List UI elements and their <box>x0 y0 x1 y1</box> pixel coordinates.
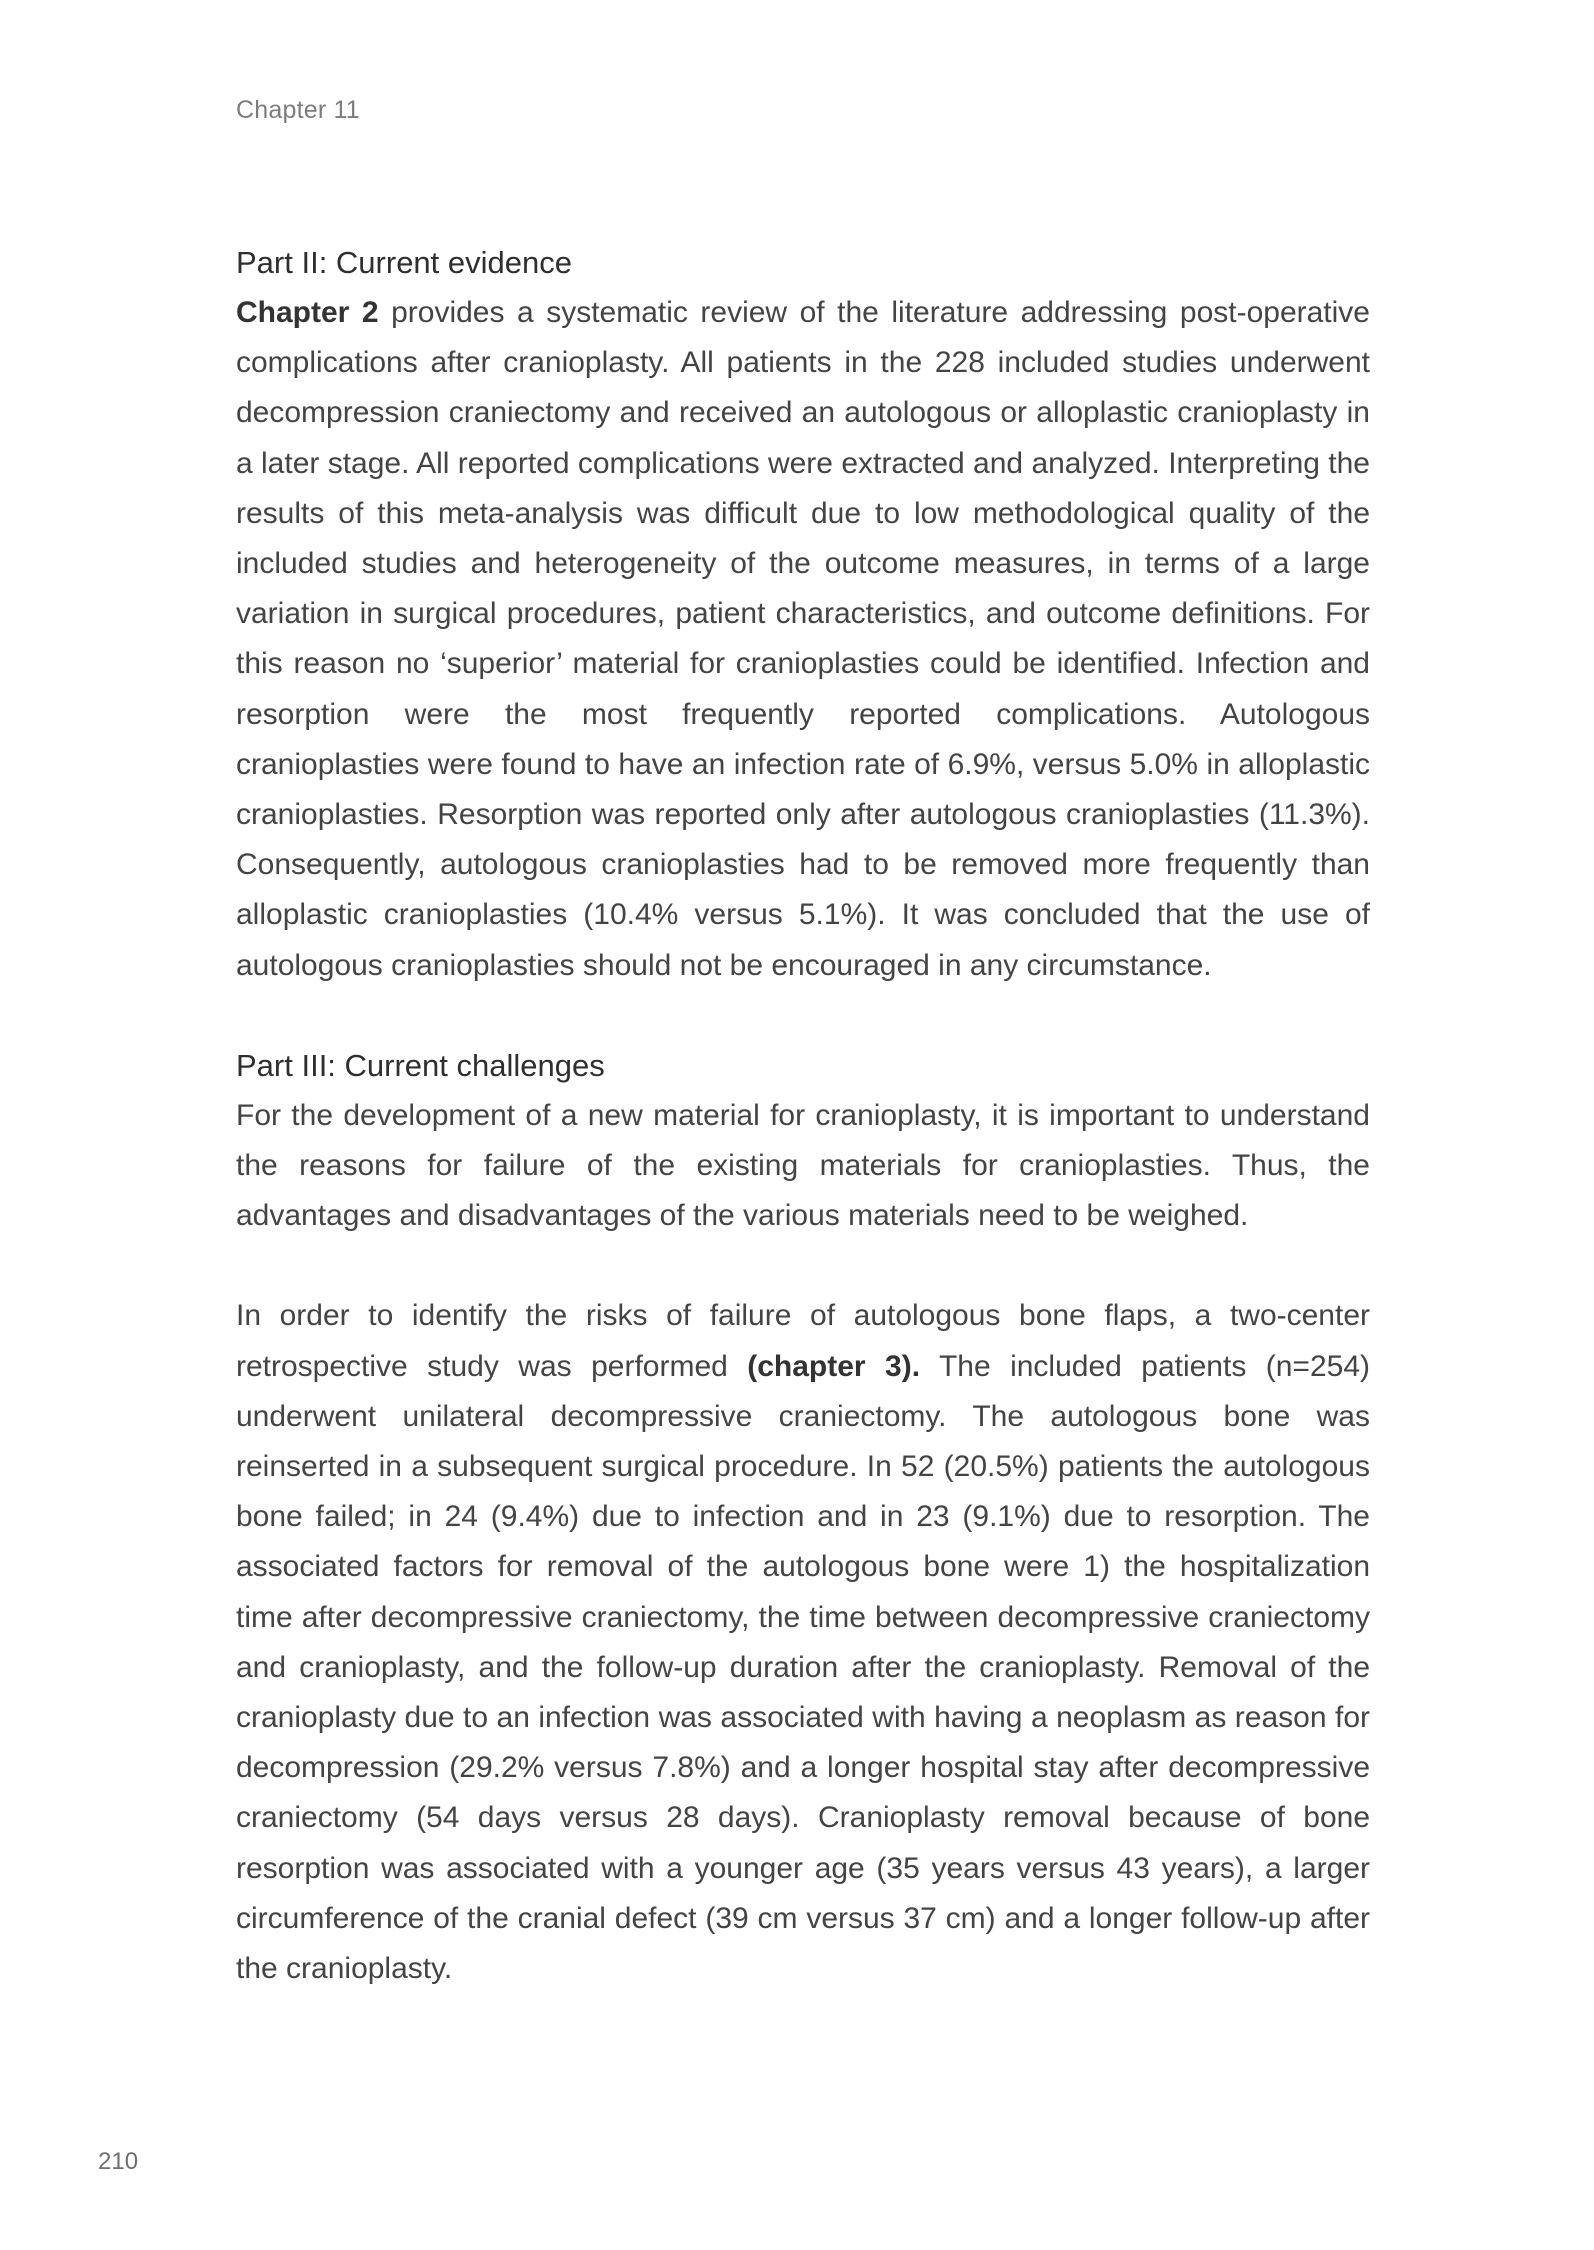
paragraph-text-rest: The included patients (n=254) underwent unilateral decompressive craniectomy. The autologous bone was reinserted in a subsequent surgical procedure. In 52 (20.5%) patients the autologous bone failed; in 24 (9.4%) due to infection and in 23 (9.1%) due to resorption. The associated factors for removal of the autologous bone were 1) the hospitalization time after decompressive craniectomy, the time between decompressive craniectomy and cranioplasty, and the follow-up duration after the cranioplasty. Removal of the cranioplasty due to an infection was associated with having a neoplasm as reason for decompression (29.2% versus 7.8%) and a longer hospital stay after decompressive craniectomy (54 days versus 28 days). Cranioplasty removal because of bone resorption was associated with a younger age (35 years versus 43 years), a larger circumference of the cranial defect (39 cm versus 37 cm) and a longer follow-up after the cranioplasty. <box>236 1349 1370 1986</box>
section-gap <box>236 991 1370 1041</box>
section-heading-part-3: Part III: Current challenges <box>236 1047 605 1083</box>
paragraph-current-challenges: For the development of a new material for cranioplasty, it is important to understand the reasons for failure of the existing materials for cranioplasties. Thus, the advantages and disadvantages of the various materials need to be weighed. <box>236 1098 1370 1233</box>
chapter-2-reference: Chapter 2 <box>236 296 379 329</box>
paragraph-gap <box>236 1241 1370 1291</box>
section-heading-part-2: Part II: Current evidence <box>236 245 572 280</box>
page-number: 210 <box>98 2148 139 2175</box>
page-body <box>236 238 1370 1994</box>
paragraph-text: provides a systematic review of the literature addressing post-operative complications after cranioplasty. All patients in the 228 included studies underwent decompression craniectomy and received an autologous or alloplastic cranioplasty in a later stage. All reported complications were extracted and analyzed. Interpreting the results of this meta-analysis was difficult due to low methodological quality of the included studies and heterogeneity of the outcome measures, in terms of a large variation in surgical procedures, patient characteristics, and outcome definitions. For this reason no ‘superior’ material for cranioplasties could be identified. Infection and resorption were the most frequently reported complications. Autologous cranioplasties were found to have an infection rate of 6.9%, versus 5.0% in alloplastic cranioplasties. Resorption was reported only after autologous cranioplasties (11.3%). Consequently, autologous cranioplasties had to be removed more frequently than alloplastic cranioplasties (10.4% versus 5.1%). It was concluded that the use of autologous cranioplasties should not be encouraged in any circumstance. <box>236 296 1370 982</box>
running-head: Chapter 11 <box>236 96 360 124</box>
chapter-3-reference: (chapter 3). <box>747 1349 921 1383</box>
section-part-2 <box>236 238 1370 991</box>
section-part-3 <box>236 1041 1370 1994</box>
paragraph-chapter-2-summary <box>236 288 1370 991</box>
paragraph-chapter-3-summary <box>236 1291 1370 1994</box>
paragraph-text-lead: In order to identify the risks of failure of autologous bone flaps, a two-center retrospective study was performed <box>236 1299 1370 1383</box>
